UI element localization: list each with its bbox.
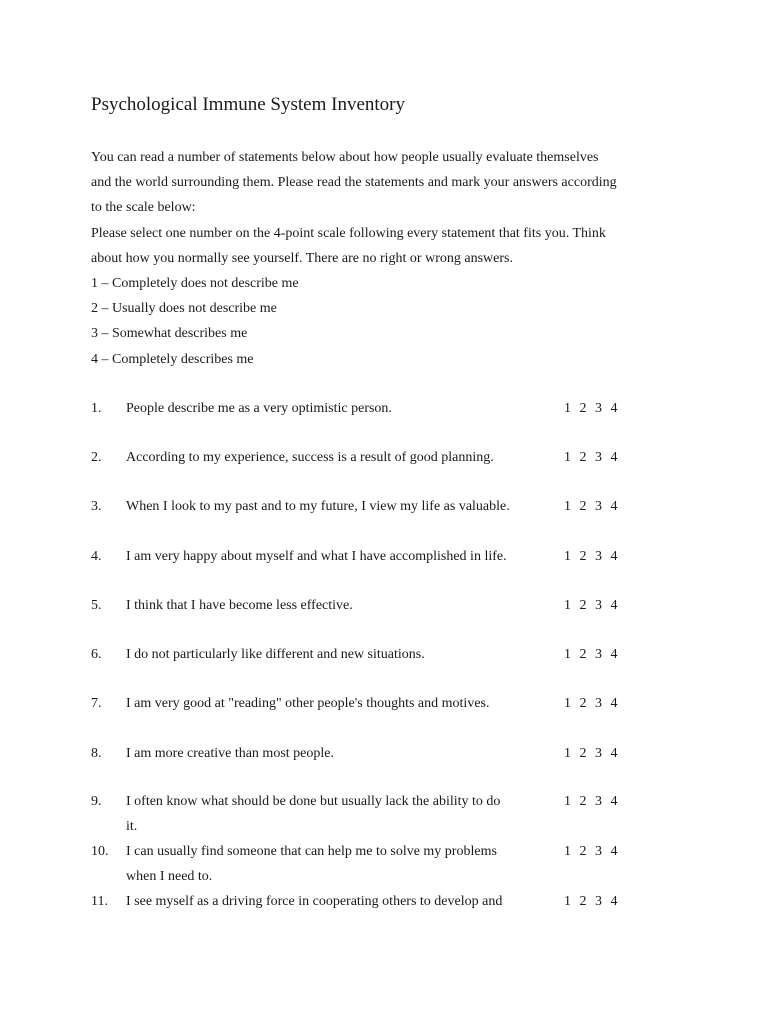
rating-option-4[interactable]: 4 — [610, 499, 618, 514]
scale-legend-3: 3 – Somewhat describes me — [91, 326, 248, 342]
rating-option-3[interactable]: 3 — [595, 844, 602, 859]
rating-option-1[interactable]: 1 — [564, 598, 571, 613]
rating-option-4[interactable]: 4 — [610, 549, 618, 564]
rating-option-4[interactable]: 4 — [610, 450, 618, 465]
document-title: Psychological Immune System Inventory — [91, 94, 405, 115]
rating-option-2[interactable]: 2 — [579, 450, 587, 465]
rating-option-2[interactable]: 2 — [579, 844, 587, 859]
rating-option-4[interactable]: 4 — [610, 647, 618, 662]
rating-option-4[interactable]: 4 — [610, 696, 618, 711]
instruction-line: and the world surrounding them. Please read the statements and mark your answers according — [91, 175, 617, 191]
rating-option-2[interactable]: 2 — [579, 746, 587, 761]
statement-text-line: I am very happy about myself and what I have accomplished in life. — [126, 549, 507, 564]
rating-option-1[interactable]: 1 — [564, 499, 571, 514]
rating-option-4[interactable]: 4 — [610, 598, 618, 613]
statement-text-line: People describe me as a very optimistic person. — [126, 401, 392, 416]
statement-text-line: I see myself as a driving force in cooperating others to develop and — [126, 894, 503, 909]
rating-option-3[interactable]: 3 — [595, 894, 602, 909]
statement-number: 3. — [91, 499, 102, 514]
rating-option-3[interactable]: 3 — [595, 401, 602, 416]
rating-option-1[interactable]: 1 — [564, 696, 571, 711]
statement-text — [126, 642, 556, 667]
statement-text — [126, 593, 556, 618]
rating-option-1[interactable]: 1 — [564, 746, 571, 761]
rating-option-2[interactable]: 2 — [579, 499, 587, 514]
rating-scale — [564, 396, 618, 421]
rating-option-2[interactable]: 2 — [579, 598, 587, 613]
rating-option-1[interactable]: 1 — [564, 894, 571, 909]
statement-text-line: I am very good at "reading" other people's thoughts and motives. — [126, 696, 490, 711]
instruction-line: Please select one number on the 4-point scale following every statement that fits you. Think — [91, 225, 606, 241]
rating-scale — [564, 445, 618, 470]
rating-option-4[interactable]: 4 — [610, 844, 618, 859]
rating-scale — [564, 494, 618, 519]
statement-number: 2. — [91, 450, 102, 465]
rating-option-4[interactable]: 4 — [610, 894, 618, 909]
statement-text — [126, 691, 556, 716]
statement-text-line: I can usually find someone that can help me to solve my problems — [126, 844, 497, 859]
statement-text-line: According to my experience, success is a result of good planning. — [126, 450, 494, 465]
rating-option-2[interactable]: 2 — [579, 696, 587, 711]
rating-scale — [564, 691, 618, 716]
rating-scale — [564, 544, 618, 569]
statement-text — [126, 445, 556, 470]
statement-text-line: When I look to my past and to my future, I view my life as valuable. — [126, 499, 510, 514]
statement-number: 4. — [91, 549, 102, 564]
rating-option-2[interactable]: 2 — [579, 894, 587, 909]
statement-number: 5. — [91, 598, 102, 613]
rating-scale — [564, 593, 618, 618]
instruction-line: about how you normally see yourself. There are no right or wrong answers. — [91, 250, 513, 266]
statement-number: 11. — [91, 894, 108, 909]
rating-option-2[interactable]: 2 — [579, 549, 587, 564]
statement-text-line: I am more creative than most people. — [126, 746, 334, 761]
rating-option-3[interactable]: 3 — [595, 499, 602, 514]
rating-option-2[interactable]: 2 — [579, 794, 587, 809]
statement-text-line: I think that I have become less effective. — [126, 598, 353, 613]
rating-option-1[interactable]: 1 — [564, 450, 571, 465]
statement-number: 1. — [91, 401, 102, 416]
statement-text — [126, 889, 556, 914]
statement-text-line: when I need to. — [126, 869, 213, 885]
statement-text — [126, 839, 556, 889]
rating-scale — [564, 789, 618, 814]
rating-option-1[interactable]: 1 — [564, 401, 571, 416]
statement-text-line: it. — [126, 819, 138, 835]
rating-option-1[interactable]: 1 — [564, 844, 571, 859]
rating-option-3[interactable]: 3 — [595, 794, 602, 809]
statement-text — [126, 396, 556, 421]
statement-number: 7. — [91, 696, 102, 711]
rating-option-4[interactable]: 4 — [610, 401, 618, 416]
statement-number: 10. — [91, 844, 109, 859]
statement-text — [126, 789, 556, 839]
statement-text-line: I often know what should be done but usually lack the ability to do — [126, 794, 501, 809]
instruction-line: You can read a number of statements below about how people usually evaluate themselves — [91, 150, 599, 165]
rating-option-2[interactable]: 2 — [579, 647, 587, 662]
rating-option-1[interactable]: 1 — [564, 647, 571, 662]
rating-option-4[interactable]: 4 — [610, 794, 618, 809]
rating-option-2[interactable]: 2 — [579, 401, 587, 416]
rating-scale — [564, 642, 618, 667]
statement-text — [126, 741, 556, 766]
statement-number: 9. — [91, 794, 102, 809]
rating-option-1[interactable]: 1 — [564, 549, 571, 564]
rating-scale — [564, 889, 618, 914]
rating-scale — [564, 741, 618, 766]
rating-scale — [564, 839, 618, 864]
rating-option-3[interactable]: 3 — [595, 549, 602, 564]
scale-legend-1: 1 – Completely does not describe me — [91, 275, 299, 291]
statement-text — [126, 494, 556, 519]
statement-number: 6. — [91, 647, 102, 662]
rating-option-3[interactable]: 3 — [595, 746, 602, 761]
rating-option-3[interactable]: 3 — [595, 647, 602, 662]
statement-text-line: I do not particularly like different and new situations. — [126, 647, 425, 662]
rating-option-3[interactable]: 3 — [595, 598, 602, 613]
rating-option-1[interactable]: 1 — [564, 794, 571, 809]
statement-number: 8. — [91, 746, 102, 761]
rating-option-4[interactable]: 4 — [610, 746, 618, 761]
rating-option-3[interactable]: 3 — [595, 450, 602, 465]
statement-text — [126, 544, 556, 569]
scale-legend-4: 4 – Completely describes me — [91, 351, 254, 367]
instruction-line: to the scale below: — [91, 200, 196, 216]
scale-legend-2: 2 – Usually does not describe me — [91, 301, 277, 317]
instructions — [91, 145, 691, 372]
rating-option-3[interactable]: 3 — [595, 696, 602, 711]
